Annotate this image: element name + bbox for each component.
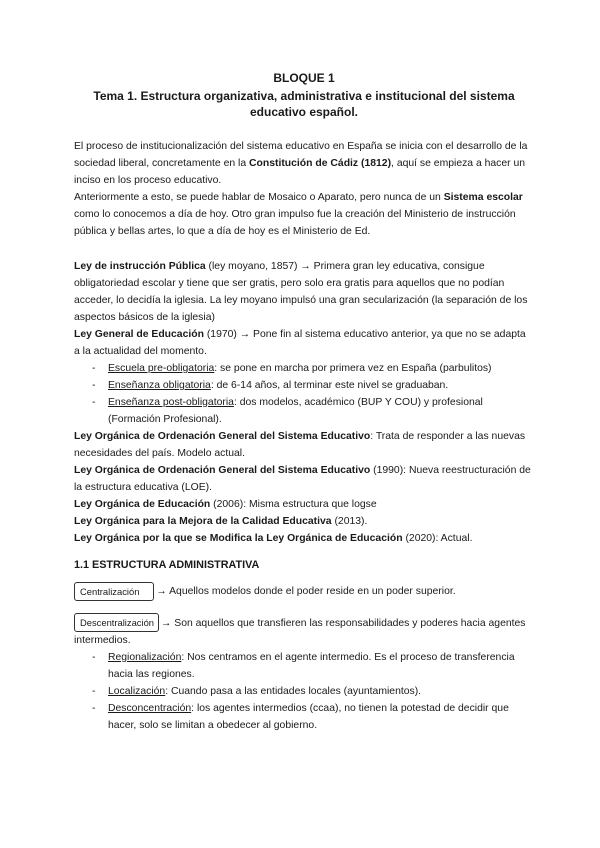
list-item: - Enseñanza obligatoria: de 6-14 años, al terminar este nivel se graduaban. [92, 377, 534, 394]
topic-title: Tema 1. Estructura organizativa, administrativa e institucional del sistema educativo español. [93, 89, 515, 119]
centralizacion-box: Centralización [74, 582, 154, 601]
intro-paragraph-2: Anteriormente a esto, se puede hablar de Mosaico o Aparato, pero nunca de un Sistema escolar como lo conocemos a día de hoy. Otro gran impulso fue la creación del Ministerio de instrucción pública y bellas artes, lo que a día de hoy es el Ministerio de Ed. [74, 192, 523, 237]
list-item: - Desconcentración: los agentes intermedios (ccaa), no tienen la potestad de decidir que hacer, solo se limitan a obedecer al gobierno. [92, 700, 534, 734]
section-heading: 1.1 ESTRUCTURA ADMINISTRATIVA [74, 559, 260, 571]
list-item: - Localización: Cuando pasa a las entidades locales (ayuntamientos). [92, 683, 534, 700]
law-logse-1: Ley Orgánica de Ordenación General del Sistema Educativo: Trata de responder a las nuevas necesidades del país. Modelo actual. [74, 431, 526, 459]
list-item: - Escuela pre-obligatoria: se pone en marcha por primera vez en España (parbulitos) [92, 360, 534, 377]
law-lge: Ley General de Educación (1970) → Pone fin al sistema educativo anterior, ya que no se adapta a la actualidad del momento. [74, 329, 526, 357]
intro-paragraph-1: El proceso de institucionalización del sistema educativo en España se inicia con el desarrollo de la sociedad liberal, concretamente en la Constitución de Cádiz (1812), aquí se empieza a hacer un inciso en los proceso educativo. [74, 141, 528, 186]
descentralizacion-text: → Son aquellos que transfieren las responsabilidades y poderes hacia agentes intermedios. [74, 618, 526, 646]
law-logse-2: Ley Orgánica de Ordenación General del Sistema Educativo (1990): Nueva reestructuración de la estructura educativa (LOE). [74, 465, 531, 493]
centralizacion-text: → Aquellos modelos donde el poder reside en un poder superior. [156, 586, 456, 597]
centralizacion-line [74, 582, 534, 601]
law-lomloe: Ley Orgánica por la que se Modifica la Ley Orgánica de Educación (2020): Actual. [74, 533, 473, 544]
document-page [74, 70, 534, 734]
list-item: - Regionalización: Nos centramos en el agente intermedio. Es el proceso de transferencia hacia las regiones. [92, 649, 534, 683]
descentralizacion-box: Descentralización [74, 613, 159, 632]
descentralizacion-line [74, 613, 534, 649]
lge-list [74, 360, 534, 428]
descentralizacion-list [74, 649, 534, 734]
law-moyano: Ley de instrucción Pública (ley moyano, 1857) → Primera gran ley educativa, consigue obligatoriedad escolar y tiene que ser gratis, pero solo era gratis para aquellos que no podían acceder, lo decidía la iglesia. La ley moyano impulsó una gran secularización (la separación de los aspectos básicos de la iglesia) [74, 261, 528, 323]
block-title: BLOQUE 1 [273, 71, 335, 85]
law-loe: Ley Orgánica de Educación (2006): Misma estructura que logse [74, 499, 377, 510]
list-item: - Enseñanza post-obligatoria: dos modelos, académico (BUP Y COU) y profesional (Formación Profesional). [92, 394, 534, 428]
law-lomce: Ley Orgánica para la Mejora de la Calidad Educativa (2013). [74, 516, 368, 527]
